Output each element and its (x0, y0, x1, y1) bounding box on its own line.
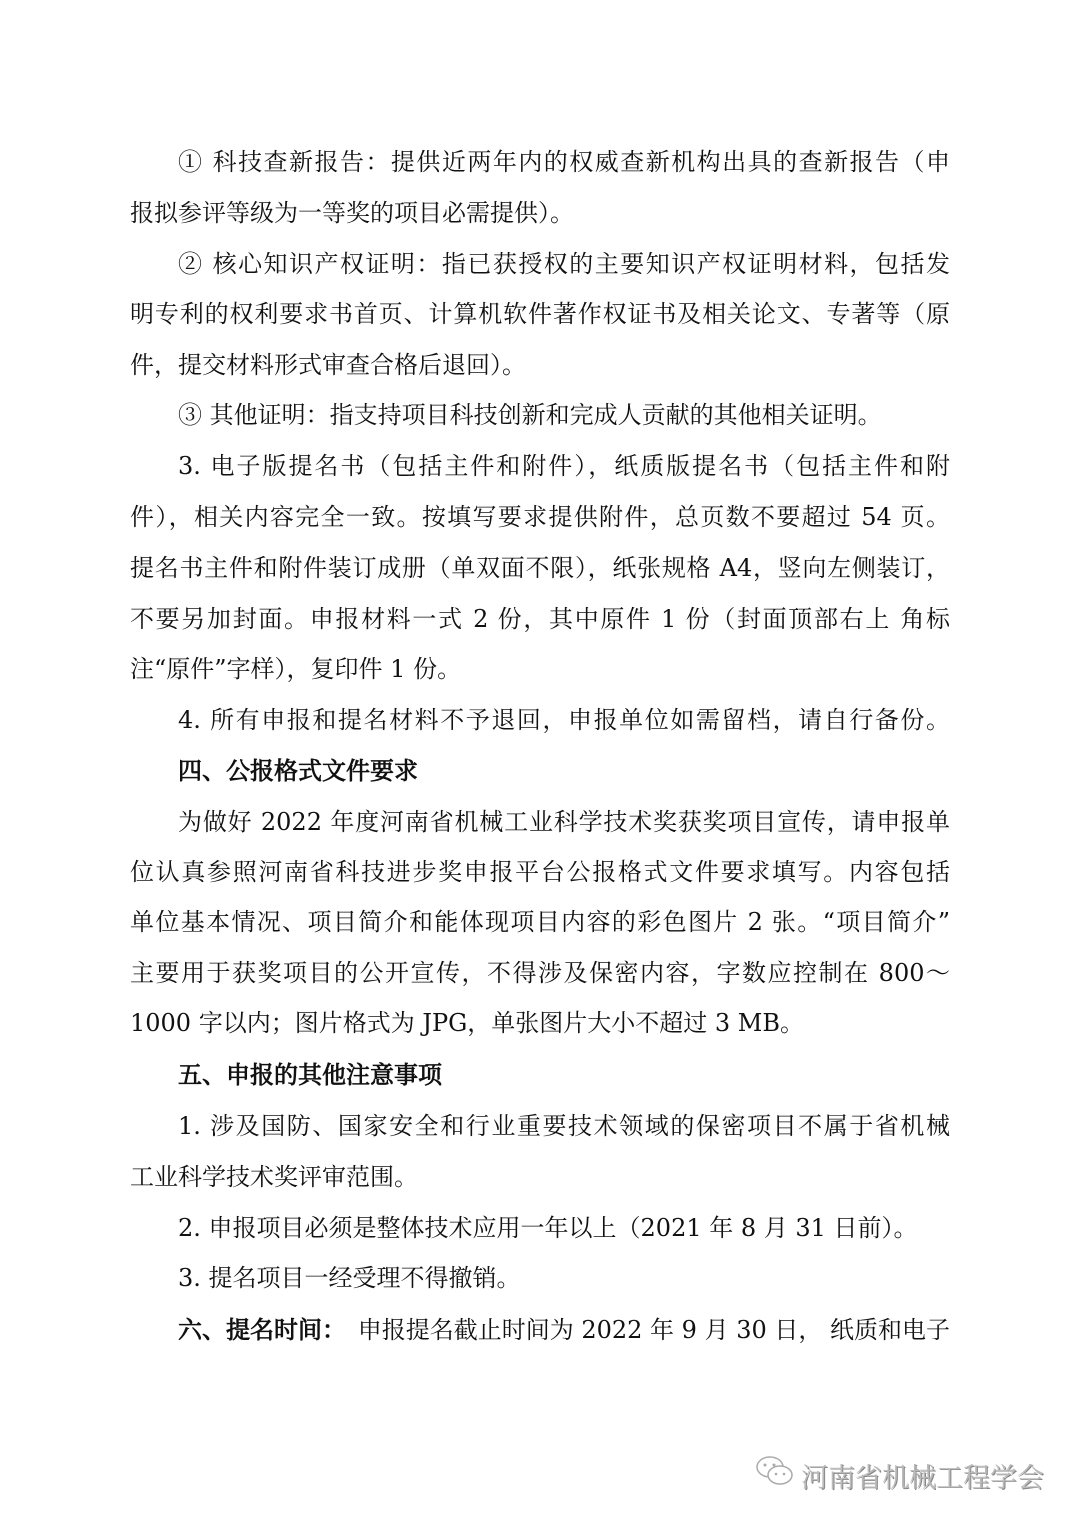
section-heading: 五、申报的其他注意事项 (178, 1061, 442, 1089)
paragraph-line: 2. 申报项目必须是整体技术应用一年以上（2021 年 8 月 31 日前）。 (178, 1214, 918, 1242)
paragraph-line: 不要另加封面。申报材料一式 2 份，其中原件 1 份（封面顶部右上 角标 (130, 605, 950, 633)
paragraph-line: 报拟参评等级为一等奖的项目必需提供）。 (130, 199, 574, 227)
paragraph-line: 4. 所有申报和提名材料不予退回，申报单位如需留档，请自行备份。 (178, 706, 950, 734)
paragraph-line: 提名书主件和附件装订成册（单双面不限），纸张规格 A4，竖向左侧装订， (130, 554, 950, 582)
paragraph-line: ③ 其他证明：指支持项目科技创新和完成人贡献的其他相关证明。 (178, 401, 882, 429)
wechat-icon (755, 1455, 795, 1496)
paragraph-line: 主要用于获奖项目的公开宣传，不得涉及保密内容，字数应控制在 800～ (130, 959, 950, 987)
section-heading: 六、提名时间： (178, 1316, 346, 1344)
paragraph-line: 位认真参照河南省科技进步奖申报平台公报格式文件要求填写。内容包括 (130, 858, 950, 886)
paragraph-line: 工业科学技术奖评审范围。 (130, 1163, 418, 1191)
paragraph-text: 申报提名截止时间为 2022 年 9 月 30 日， 纸质和电子 (357, 1316, 950, 1344)
paragraph-line: 1000 字以内；图片格式为 JPG，单张图片大小不超过 3 MB。 (130, 1009, 805, 1037)
paragraph-line: 注“原件”字样），复印件 1 份。 (130, 655, 462, 683)
section-heading: 四、公报格式文件要求 (178, 757, 418, 785)
paragraph-line: 3. 提名项目一经受理不得撤销。 (178, 1264, 521, 1292)
paragraph-line: 明专利的权利要求书首页、计算机软件著作权证书及相关论文、专著等（原 (130, 300, 950, 328)
paragraph-line: ② 核心知识产权证明：指已获授权的主要知识产权证明材料，包括发 (178, 250, 950, 278)
paragraph-line: 件），相关内容完全一致。按填写要求提供附件，总页数不要超过 54 页。 (130, 503, 950, 531)
paragraph-line: ① 科技查新报告：提供近两年内的权威查新机构出具的查新报告（申 (178, 148, 950, 176)
watermark-text: 河南省机械工程学会 (801, 1463, 1044, 1494)
paragraph-line: 3. 电子版提名书（包括主件和附件），纸质版提名书（包括主件和附 (178, 452, 950, 480)
paragraph-line: 为做好 2022 年度河南省机械工业科学技术奖获奖项目宣传，请申报单 (178, 808, 950, 836)
paragraph-line: 1. 涉及国防、国家安全和行业重要技术领域的保密项目不属于省机械 (178, 1112, 950, 1140)
paragraph-line: 件，提交材料形式审查合格后退回）。 (130, 351, 526, 379)
paragraph-line: 单位基本情况、项目简介和能体现项目内容的彩色图片 2 张。“项目简介” (130, 908, 950, 936)
watermark (755, 1455, 1044, 1496)
paragraph-line (178, 1315, 950, 1345)
